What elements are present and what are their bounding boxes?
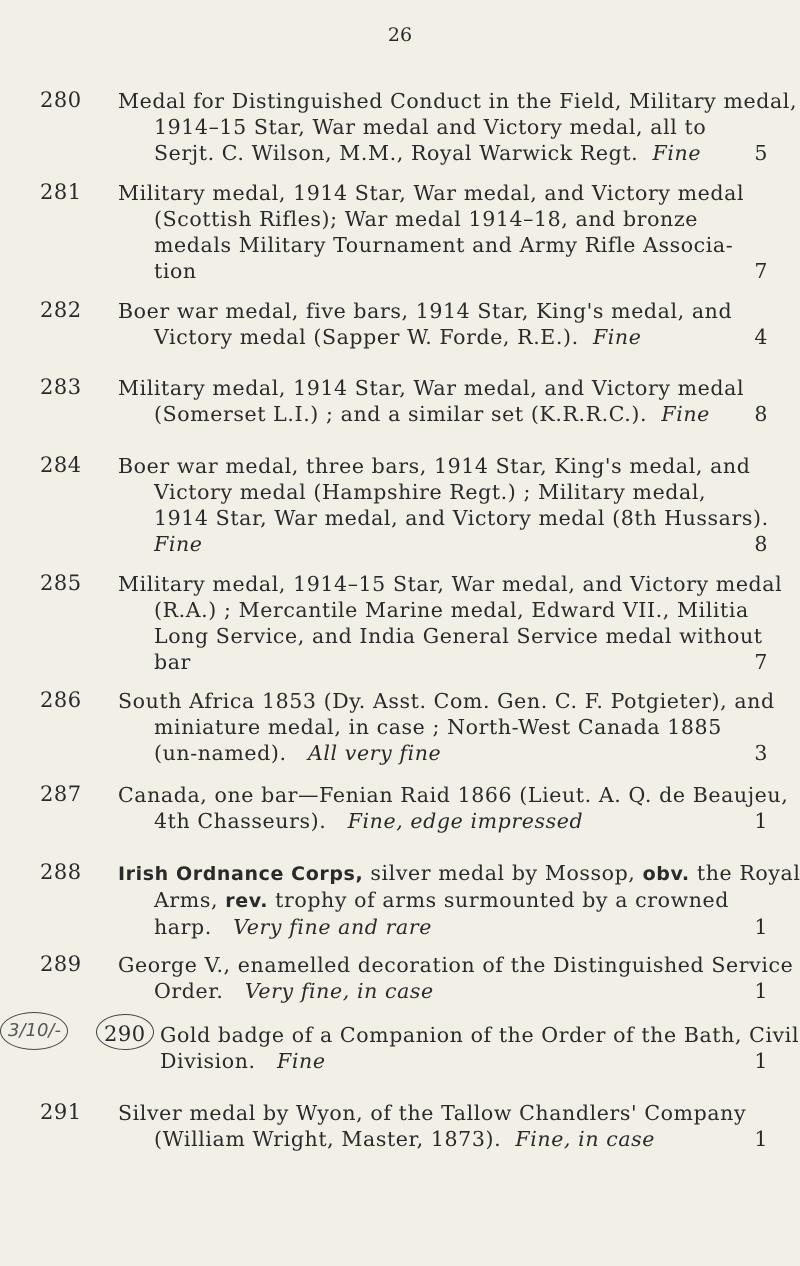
description-text: trophy of arms surmounted by a crowned	[268, 888, 729, 912]
description-line: Boer war medal, five bars, 1914 Star, King's medal, and	[118, 299, 733, 323]
lot-number: 287	[40, 782, 82, 806]
lot-number: 290	[104, 1022, 146, 1046]
description-text: Arms,	[154, 888, 219, 912]
lot-description	[118, 88, 798, 166]
description-text: bar	[154, 650, 191, 674]
description-last-line	[118, 740, 770, 766]
lot-description	[118, 688, 775, 766]
condition-note: Fine	[652, 141, 702, 165]
description-text: (un-named).	[154, 741, 287, 765]
lot-description	[118, 782, 789, 834]
handwritten-price-note: 3/10/-	[8, 1020, 61, 1041]
lot-number: 280	[40, 88, 82, 112]
description-line: Boer war medal, three bars, 1914 Star, King's medal, and	[118, 454, 751, 478]
description-line: Victory medal (Hampshire Regt.) ; Military medal,	[154, 480, 707, 504]
lot-description	[118, 860, 800, 940]
description-line: South Africa 1853 (Dy. Asst. Com. Gen. C. F. Potgieter), and	[118, 689, 775, 713]
description-text: (William Wright, Master, 1873).	[154, 1127, 502, 1151]
lot-description	[118, 375, 770, 427]
lot-number: 281	[40, 180, 82, 204]
lot-quantity: 1	[754, 1127, 768, 1151]
lot-number: 289	[40, 952, 82, 976]
description-last-line	[118, 808, 770, 834]
bold-heading: Irish Ordnance Corps,	[118, 863, 364, 885]
description-text: silver medal by Mossop,	[363, 861, 636, 885]
lot-number: 282	[40, 298, 82, 322]
description-text: (Somerset L.I.) ; and a similar set (K.R.R.C.).	[154, 402, 648, 426]
description-text: Division.	[160, 1049, 256, 1073]
handwritten-circle	[0, 1012, 68, 1050]
description-line: Long Service, and India General Service medal without	[154, 624, 763, 648]
condition-note: Fine	[154, 532, 203, 556]
condition-note: Fine, in case	[515, 1127, 656, 1151]
condition-note: Fine	[661, 402, 710, 426]
lot-quantity: 1	[754, 915, 768, 939]
lot-quantity: 1	[754, 1049, 768, 1073]
description-text: Serjt. C. Wilson, M.M., Royal Warwick Regt.	[154, 141, 639, 165]
lot-description	[118, 952, 794, 1004]
bold-abbrev: rev.	[218, 890, 269, 912]
description-last-line	[118, 140, 770, 166]
lot-description	[118, 571, 783, 675]
description-line: Military medal, 1914–15 Star, War medal, and Victory medal	[118, 572, 783, 596]
condition-note: Fine	[277, 1049, 326, 1073]
lot-quantity: 8	[754, 532, 768, 556]
description-last-line	[118, 258, 770, 284]
description-text: Order.	[154, 979, 224, 1003]
lot-description	[118, 298, 770, 350]
lot-description	[118, 453, 770, 557]
lot-quantity: 5	[754, 141, 768, 165]
lot-number: 291	[40, 1100, 82, 1124]
description-line: Canada, one bar—Fenian Raid 1866 (Lieut. A. Q. de Beaujeu,	[118, 783, 789, 807]
lot-quantity: 7	[754, 259, 768, 283]
description-line: 1914–15 Star, War medal and Victory medal, all to	[154, 115, 707, 139]
description-text: Victory medal (Sapper W. Forde, R.E.).	[154, 325, 579, 349]
lot-quantity: 1	[754, 809, 768, 833]
lot-number: 286	[40, 688, 82, 712]
description-line: Military medal, 1914 Star, War medal, and Victory medal	[118, 181, 745, 205]
description-last-line	[118, 978, 770, 1004]
lot-number: 283	[40, 375, 82, 399]
lot-quantity: 4	[754, 325, 768, 349]
condition-note: Very fine, in case	[244, 979, 434, 1003]
description-text: 4th Chasseurs).	[154, 809, 327, 833]
description-line: (R.A.) ; Mercantile Marine medal, Edward VII., Militia	[154, 598, 749, 622]
lot-number: 288	[40, 860, 82, 884]
description-line	[118, 860, 800, 887]
description-text: the Royal	[689, 861, 800, 885]
lot-description	[118, 1100, 770, 1152]
description-line	[118, 887, 770, 914]
description-line: George V., enamelled decoration of the Distinguished Service	[118, 953, 794, 977]
description-last-line	[118, 401, 770, 427]
description-line: miniature medal, in case ; North-West Canada 1885	[154, 715, 722, 739]
description-last-line	[118, 531, 770, 557]
description-line: Gold badge of a Companion of the Order of the Bath, Civil	[160, 1023, 800, 1047]
description-text: tion	[154, 259, 197, 283]
description-last-line	[118, 324, 770, 350]
description-line: Medal for Distinguished Conduct in the Field, Military medal,	[118, 89, 798, 113]
lot-quantity: 8	[754, 402, 768, 426]
description-line: medals Military Tournament and Army Rifle Associa-	[154, 233, 734, 257]
description-line: Military medal, 1914 Star, War medal, and Victory medal	[118, 376, 745, 400]
lot-number: 284	[40, 453, 82, 477]
lot-description	[160, 1022, 800, 1074]
description-last-line	[118, 1126, 770, 1152]
description-line: (Scottish Rifles); War medal 1914–18, and bronze	[154, 207, 698, 231]
condition-note: Fine	[592, 325, 642, 349]
lot-quantity: 7	[754, 650, 768, 674]
description-line: Silver medal by Wyon, of the Tallow Chandlers' Company	[118, 1101, 747, 1125]
description-last-line	[160, 1048, 770, 1074]
description-last-line	[118, 914, 770, 940]
lot-quantity: 1	[754, 979, 768, 1003]
lot-number: 285	[40, 571, 82, 595]
description-text: harp.	[154, 915, 212, 939]
bold-abbrev: obv.	[635, 863, 690, 885]
lot-description	[118, 180, 770, 284]
page-number: 26	[387, 24, 413, 46]
lot-quantity: 3	[754, 741, 768, 765]
condition-note: Very fine and rare	[233, 915, 432, 939]
condition-note: Fine, edge impressed	[347, 809, 584, 833]
condition-note: All very fine	[307, 741, 442, 765]
description-last-line	[118, 649, 770, 675]
description-line: 1914 Star, War medal, and Victory medal (8th Hussars).	[154, 506, 769, 530]
